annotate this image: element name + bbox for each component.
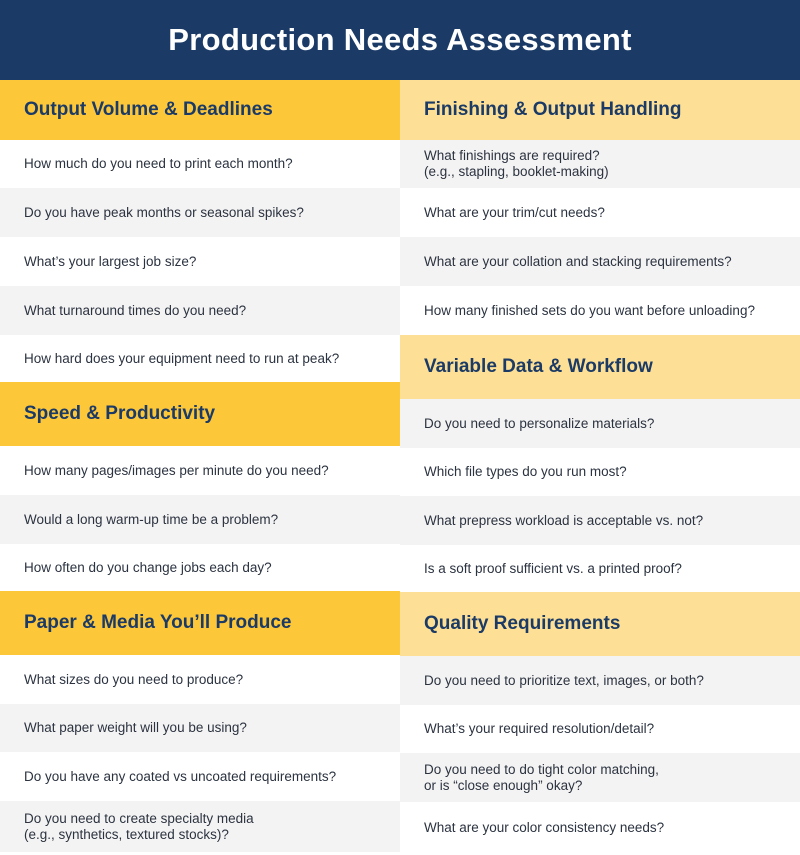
right-column xyxy=(400,80,800,853)
section-heading: Speed & Productivity xyxy=(0,382,400,446)
section-heading: Finishing & Output Handling xyxy=(400,80,800,140)
question-row: Do you need to personalize materials? xyxy=(400,399,800,448)
question-row: How many finished sets do you want before unloading? xyxy=(400,286,800,335)
question-row: What’s your required resolution/detail? xyxy=(400,705,800,753)
question-row: How many pages/images per minute do you need? xyxy=(0,446,400,495)
assessment-grid xyxy=(0,80,800,853)
question-row: What are your color consistency needs? xyxy=(400,802,800,853)
question-row: What prepress workload is acceptable vs. not? xyxy=(400,496,800,545)
question-row: What finishings are required? (e.g., stapling, booklet-making) xyxy=(400,140,800,188)
question-row: What sizes do you need to produce? xyxy=(0,655,400,704)
question-row: How much do you need to print each month? xyxy=(0,140,400,188)
question-row: Do you need to prioritize text, images, or both? xyxy=(400,656,800,705)
question-row: Do you have peak months or seasonal spikes? xyxy=(0,188,400,237)
question-row: Which file types do you run most? xyxy=(400,448,800,496)
question-row: Would a long warm-up time be a problem? xyxy=(0,495,400,544)
section-heading: Quality Requirements xyxy=(400,592,800,656)
section-heading: Variable Data & Workflow xyxy=(400,335,800,399)
question-row: What are your trim/cut needs? xyxy=(400,188,800,237)
question-row: What turnaround times do you need? xyxy=(0,286,400,335)
question-row: What’s your largest job size? xyxy=(0,237,400,286)
section-heading: Paper & Media You’ll Produce xyxy=(0,591,400,655)
page-title: Production Needs Assessment xyxy=(168,22,632,57)
left-column xyxy=(0,80,400,853)
question-row: Do you have any coated vs uncoated requirements? xyxy=(0,752,400,801)
question-row: Do you need to do tight color matching, or is “close enough” okay? xyxy=(400,753,800,802)
question-row: What are your collation and stacking requirements? xyxy=(400,237,800,286)
question-row: Do you need to create specialty media (e.g., synthetics, textured stocks)? xyxy=(0,801,400,852)
question-row: How hard does your equipment need to run at peak? xyxy=(0,335,400,382)
page-header xyxy=(0,0,800,80)
section-heading: Output Volume & Deadlines xyxy=(0,80,400,140)
question-row: How often do you change jobs each day? xyxy=(0,544,400,591)
question-row: Is a soft proof sufficient vs. a printed proof? xyxy=(400,545,800,592)
question-row: What paper weight will you be using? xyxy=(0,704,400,752)
